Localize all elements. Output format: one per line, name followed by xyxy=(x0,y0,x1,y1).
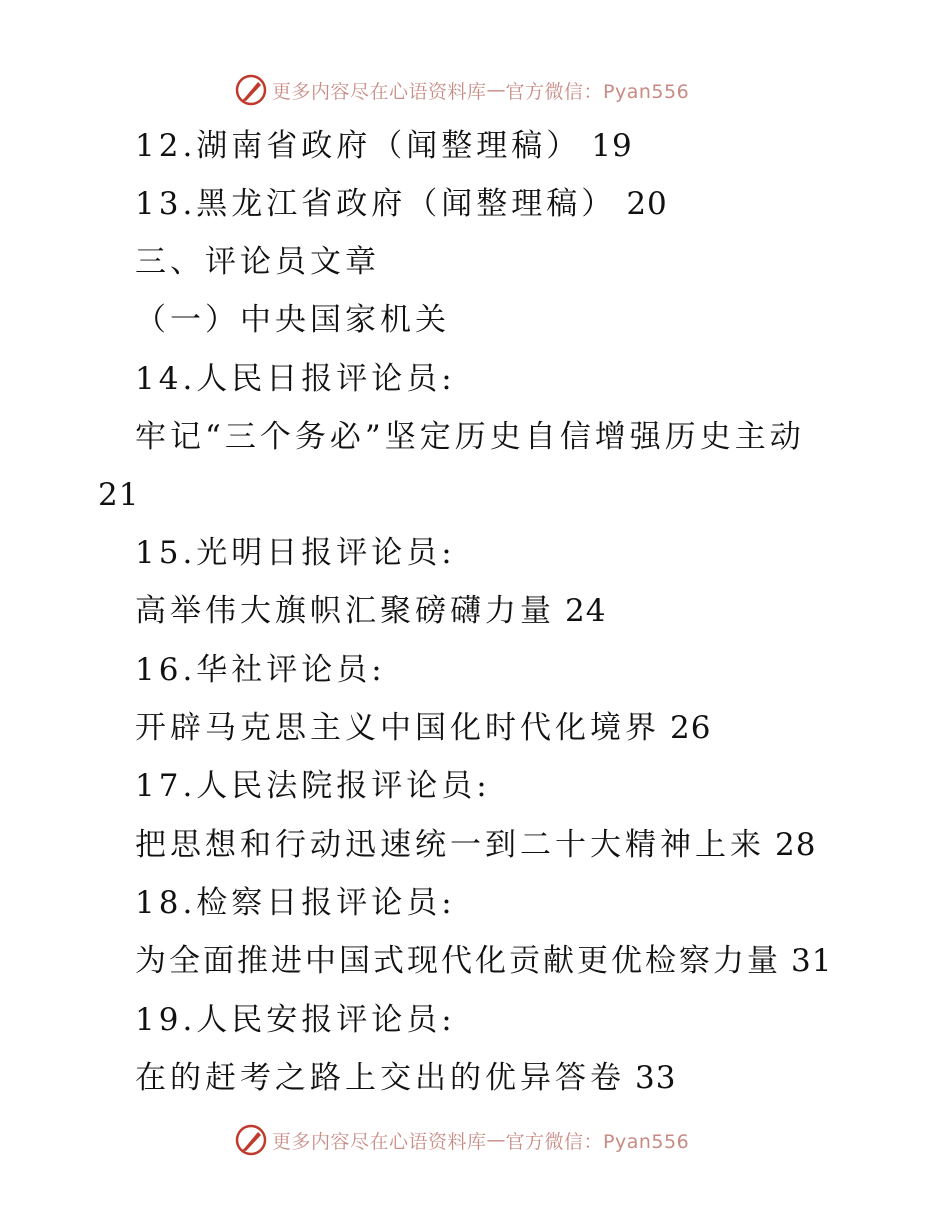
toc-line xyxy=(135,591,606,631)
toc-entry-text: 14.人民日报评论员: xyxy=(135,361,456,397)
toc-page-number: 21 xyxy=(98,477,140,513)
toc-page-number: 24 xyxy=(565,593,607,629)
toc-subsection-heading xyxy=(135,300,450,340)
toc-line xyxy=(135,883,456,923)
watermark-separator: — xyxy=(486,79,506,101)
feather-pen-icon xyxy=(234,1123,268,1157)
toc-line xyxy=(135,126,633,166)
toc-line xyxy=(135,941,832,981)
footer-watermark xyxy=(234,1120,834,1160)
toc-line xyxy=(135,825,816,865)
toc-entry-text: 15.光明日报评论员: xyxy=(135,535,456,571)
toc-entry-text: 13.黑龙江省政府（闻整理稿） xyxy=(135,186,617,222)
toc-page-number: 31 xyxy=(791,943,833,979)
toc-page-number: 28 xyxy=(775,827,817,863)
watermark-suffix: 官方微信：Pyan556 xyxy=(505,80,690,103)
toc-line xyxy=(135,708,711,748)
watermark-text: 更多内容尽在心语资料库 xyxy=(272,1130,487,1153)
watermark-suffix: 官方微信：Pyan556 xyxy=(505,1130,690,1153)
toc-entry-text: 19.人民安报评论员: xyxy=(135,1002,456,1038)
watermark-separator: — xyxy=(486,1129,506,1151)
toc-line xyxy=(135,766,491,806)
watermark-text: 更多内容尽在心语资料库 xyxy=(272,80,487,103)
feather-pen-icon xyxy=(234,73,268,107)
toc-entry-text: 三、评论员文章 xyxy=(135,244,380,280)
toc-entry-text: 18.检察日报评论员: xyxy=(135,885,456,921)
toc-page-number: 20 xyxy=(626,186,668,222)
toc-line xyxy=(135,184,668,224)
toc-entry-text: 12.湖南省政府（闻整理稿） xyxy=(135,128,582,164)
toc-entry-text: 为全面推进中国式现代化贡献更优检察力量 xyxy=(135,943,781,979)
toc-line xyxy=(135,417,805,457)
toc-page-number: 33 xyxy=(635,1060,677,1096)
toc-entry-text: 16.华社评论员: xyxy=(135,652,386,688)
toc-page-number: 26 xyxy=(670,710,712,746)
toc-entry-text: 牢记“三个务必”坚定历史自信增强历史主动 xyxy=(135,419,805,455)
toc-line xyxy=(135,359,456,399)
toc-line xyxy=(135,1000,456,1040)
toc-entry-text: 17.人民法院报评论员: xyxy=(135,768,491,804)
toc-entry-text: （一）中央国家机关 xyxy=(135,302,450,338)
toc-line xyxy=(135,650,386,690)
toc-line xyxy=(135,533,456,573)
toc-entry-text: 高举伟大旗帜汇聚磅礴力量 xyxy=(135,593,555,629)
toc-line xyxy=(135,1058,676,1098)
toc-entry-text: 开辟马克思主义中国化时代化境界 xyxy=(135,710,660,746)
toc-page-number-wrapped xyxy=(98,475,139,515)
toc-entry-text: 在的赶考之路上交出的优异答卷 xyxy=(135,1060,625,1096)
toc-page-number: 19 xyxy=(591,128,633,164)
toc-entry-text: 把思想和行动迅速统一到二十大精神上来 xyxy=(135,827,765,863)
header-watermark xyxy=(234,70,834,110)
toc-section-heading xyxy=(135,242,380,282)
